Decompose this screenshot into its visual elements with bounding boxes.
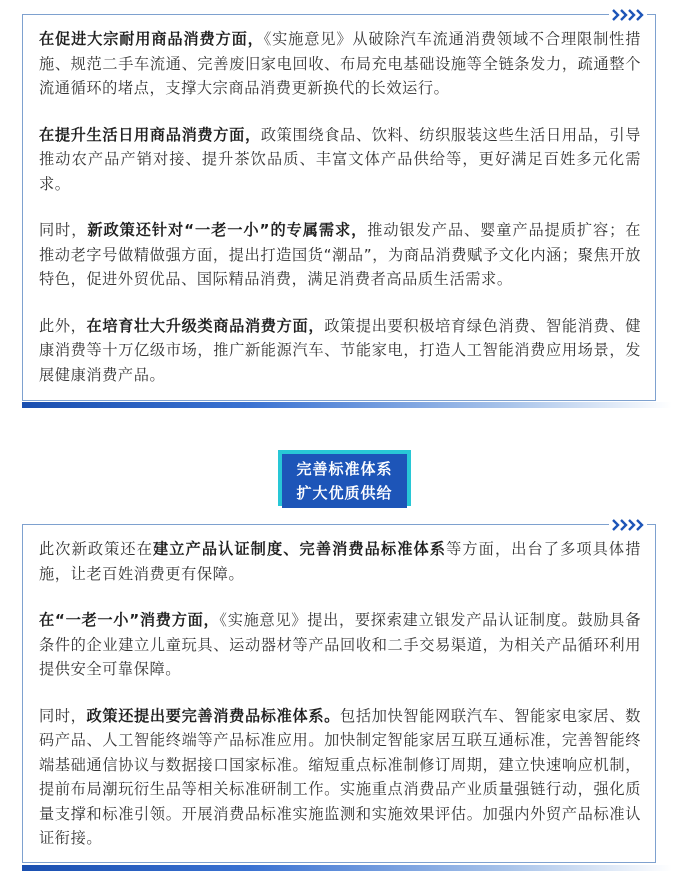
paragraph-bold-run: 在“一老一小”消费方面，	[39, 611, 220, 629]
paragraph-text-run: 此外，	[39, 316, 87, 335]
policy-card-consumption	[22, 14, 656, 401]
paragraph-text-run: 等方面，出台了多项具体措施，让老百姓消费更有保障。	[39, 540, 641, 583]
card-1-text	[23, 15, 655, 387]
paragraph	[39, 123, 641, 197]
paragraph-bold-run: 在培育壮大升级类商品消费方面，	[86, 316, 325, 335]
paragraph-text-run: 政策围绕食品、饮料、纺织服装这些生活日用品，引导推动农产品产销对接、提升茶饮品质、丰富文体产品供给等，更好满足百姓多元化需求。	[39, 125, 641, 193]
paragraph-text-run: 政策提出要积极培育绿色消费、智能消费、健康消费等十万亿级市场，推广新能源汽车、节能家电，打造人工智能消费应用场景，发展健康消费产品。	[39, 316, 641, 384]
paragraph-text-run: 推动银发产品、婴童产品提质扩容；在推动老字号做精做强方面，提出打造国货“潮品”，为商品消费赋予文化内涵；聚焦开放特色，促进外贸优品、国际精品消费，满足消费者高品质生活需求。	[39, 221, 641, 288]
paragraph-text-run: 《实施意见》提出，要探索建立银发产品认证制度。鼓励具备条件的企业建立儿童玩具、运动器材等产品回收和二手交易渠道，为相关产品循环利用提供安全可靠保障。	[39, 611, 641, 678]
section-title-box	[282, 454, 407, 508]
section-title-line-1: 完善标准体系	[296, 460, 393, 478]
paragraph-bold-run: 在促进大宗耐用商品消费方面，	[39, 30, 264, 48]
paragraph-bold-run: 政策还提出要完善消费品标准体系。	[86, 706, 341, 725]
card-2-text	[23, 525, 655, 851]
paragraph-bold-run: 建立产品认证制度、完善消费品标准体系	[152, 540, 447, 558]
section-title-badge	[278, 450, 413, 510]
section-title-line-2: 扩大优质供给	[296, 484, 393, 502]
gradient-divider	[22, 402, 672, 408]
paragraph	[39, 537, 641, 586]
paragraph	[39, 218, 641, 292]
paragraph-bold-run: 新政策还针对“一老一小”的专属需求，	[87, 221, 368, 239]
paragraph	[39, 704, 641, 851]
paragraph-text-run: 同时，	[39, 221, 88, 239]
paragraph	[39, 314, 641, 388]
gradient-divider	[22, 865, 672, 871]
paragraph-text-run: 同时，	[39, 706, 87, 725]
paragraph-bold-run: 在提升生活日用商品消费方面，	[39, 125, 261, 144]
paragraph-text-run: 包括加快智能网联汽车、智能家电家居、数码产品、人工智能终端等产品标准应用。加快制定智能家居互联互通标准，完善智能终端基础通信协议与数据接口国家标准。缩短重点标准制修订周期，建立快速响应机制，提前布局潮玩衍生品等相关标准研制工作。实施重点消费品产业质量强链行动，强化质量支撑和标准引领。开展消费品标准实施监测和实施效果评估。加强内外贸产品标准认证衔接。	[39, 706, 641, 847]
policy-card-standards	[22, 524, 656, 863]
paragraph-text-run: 此次新政策还在	[39, 540, 153, 558]
paragraph	[39, 27, 641, 101]
double-chevron-right-icon	[609, 7, 647, 23]
double-chevron-right-icon	[609, 517, 647, 533]
paragraph	[39, 608, 641, 682]
paragraph-text-run: 《实施意见》从破除汽车流通消费领域不合理限制性措施、规范二手车流通、完善废旧家电回收、布局充电基础设施等全链条发力，疏通整个流通循环的堵点，支撑大宗商品消费更新换代的长效运行。	[39, 30, 641, 97]
